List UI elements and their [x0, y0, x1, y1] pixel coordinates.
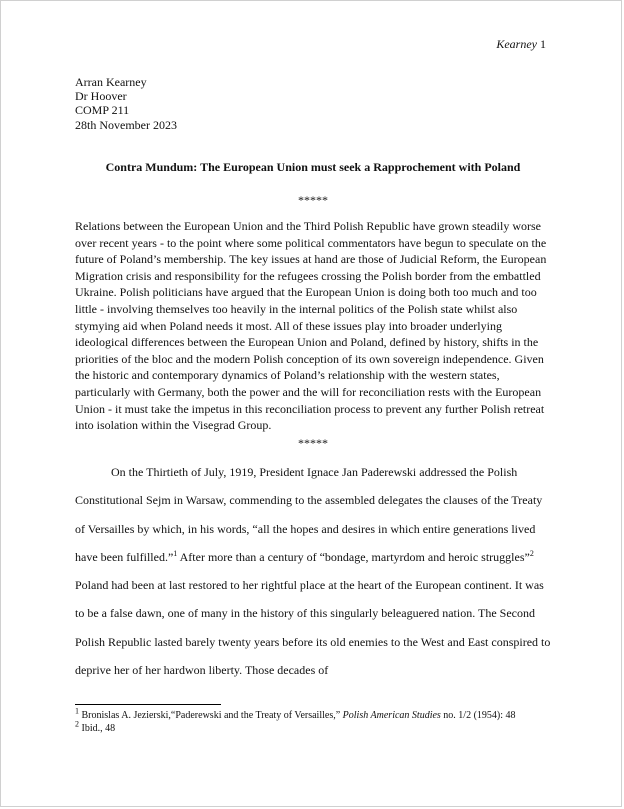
- footnote-1-number: 1: [75, 706, 79, 716]
- address-block: [75, 75, 177, 132]
- date: 28th November 2023: [75, 117, 177, 132]
- footnote-divider: [75, 704, 221, 705]
- header-author: Kearney: [496, 37, 537, 51]
- footnote-2-number: 2: [75, 719, 79, 729]
- course-code: COMP 211: [75, 103, 130, 118]
- footnote-2-text: Ibid., 48: [79, 722, 116, 734]
- footnote-1: [75, 706, 516, 723]
- footnote-1-journal: Polish American Studies: [342, 710, 441, 721]
- footnote-ref-2[interactable]: 2: [529, 548, 534, 558]
- essay-title: Contra Mundum: The European Union must seek a Rapprochement with Poland: [105, 160, 521, 174]
- abstract-paragraph: Relations between the European Union and the Third Polish Republic have grown steadily worse over recent years - to the point where some political commentators have begun to speculate on the future of Poland’s membership. The key issues at hand are those of Judicial Reform, the European Migration crisis and responsibility for the refugees crossing the Polish border from the embattled Ukraine. Polish politicians have argued that the European Union is doing both too much and too little - involving themselves too heavily in the internal politics of the Polish state whilst also stymying aid when Poland needs it most. All of these issues play into broader underlying ideological differences between the European Union and Poland, defined by history, shifts in the priorities of the bloc and the modern Polish conception of its own sovereign independence. Given the historic and contemporary dynamics of Poland’s relationship with the western states, particularly with Germany, both the power and the will for reconciliation rests with the European Union - it must take the impetus in this reconciliation process to prevent any further Polish retreat into isolation within the Visegrad Group.: [75, 219, 547, 433]
- separator-1: *****: [298, 193, 328, 207]
- separator-2: *****: [298, 436, 328, 450]
- footnote-1-text: Bronislas A. Jezierski,“Paderewski and the Treaty of Versailles,”: [79, 710, 343, 721]
- header-page-number: 1: [540, 37, 546, 51]
- footnote-1-citation: no. 1/2 (1954): 48: [440, 710, 516, 721]
- body-paragraph: [75, 458, 553, 684]
- footnote-ref-1[interactable]: 1: [173, 548, 178, 558]
- author-name: Arran Kearney: [75, 75, 147, 89]
- footnotes: [75, 706, 516, 735]
- instructor-name: Dr Hoover: [75, 89, 127, 104]
- footnote-2: [75, 719, 516, 736]
- body-text-1: On the Thirtieth of July, 1919, President Ignace Jan Paderewski addressed the Polish Constitutional Sejm in Warsaw, commending to the assembled delegates the clauses of the Treaty of Versailles by which, in his words, “all the hopes and desires in which entire generations lived have been fulfilled.”: [75, 465, 543, 564]
- body-text-2: After more than a century of “bondage, martyrdom and heroic struggles”: [177, 549, 530, 564]
- body-text-3: Poland had been at last restored to her rightful place at the heart of the European continent. It was to be a false dawn, one of many in the history of this singularly beleaguered nation. The Second Polish Republic lasted barely twenty years before its old enemies to the West and East conspired to deprive her of her hardwon liberty. Those decades of: [75, 578, 551, 678]
- running-header: [496, 37, 546, 52]
